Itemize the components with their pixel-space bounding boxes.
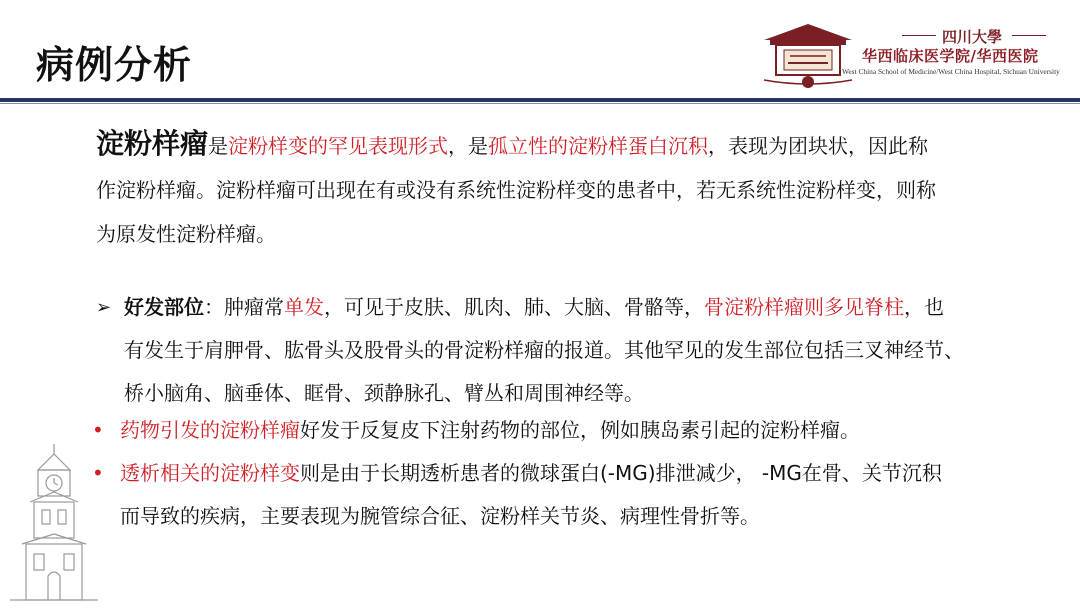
header-rule-thin	[0, 103, 1080, 104]
divider	[1012, 35, 1046, 36]
lead-term: 淀粉样瘤	[96, 127, 209, 160]
bullet-sites	[96, 286, 1056, 415]
university-logo	[760, 18, 856, 90]
arrow-bullet-icon: ➢	[96, 297, 112, 318]
bullet-dialysis	[92, 452, 1052, 538]
highlight: 淀粉样变的罕见表现形式	[228, 134, 449, 158]
page-title: 病例分析	[36, 43, 193, 87]
bullet-label: 好发部位	[124, 295, 204, 319]
text: ，可见于皮肤、肌肉、肺、大脑、骨骼等，	[324, 295, 704, 319]
highlight: 单发	[284, 295, 324, 319]
bullet-dot-icon: •	[92, 461, 104, 485]
clock-tower-illustration	[8, 440, 100, 605]
text: ：肿瘤常	[204, 295, 284, 319]
school-name-cn: 华西临床医学院/华西医院	[862, 47, 1039, 65]
text: 是	[208, 134, 229, 158]
highlight: 骨淀粉样瘤则多见脊柱	[704, 295, 904, 319]
highlight: 透析相关的淀粉样变	[120, 461, 300, 485]
text-line: 为原发性淀粉样瘤。	[96, 222, 276, 246]
bullet-dot-icon: •	[92, 418, 104, 442]
bullet-drug-induced	[92, 409, 1052, 452]
highlight: 药物引发的淀粉样瘤	[120, 418, 300, 442]
text-line: 而导致的疾病，主要表现为腕管综合征、淀粉样关节炎、病理性骨折等。	[120, 504, 760, 528]
intro-paragraph	[96, 122, 1046, 256]
text-line: 作淀粉样瘤。淀粉样瘤可出现在有或没有系统性淀粉样变的患者中，若无系统性淀粉样变，则称	[96, 178, 936, 202]
highlight: 孤立性的淀粉样蛋白沉积	[488, 134, 709, 158]
text: ，也	[904, 295, 944, 319]
text-line: 有发生于肩胛骨、肱骨头及股骨头的骨淀粉样瘤的报道。其他罕见的发生部位包括三叉神经节、	[124, 338, 964, 362]
text: 好发于反复皮下注射药物的部位，例如胰岛素引起的淀粉样瘤。	[300, 418, 860, 442]
text: 则是由于长期透析患者的微球蛋白(-MG)排泄减少， -MG在骨、关节沉积	[300, 461, 942, 485]
divider	[902, 35, 936, 36]
text-line: 桥小脑角、脑垂体、眶骨、颈静脉孔、臂丛和周围神经等。	[124, 381, 644, 405]
university-name: 四川大學	[942, 28, 1003, 46]
text: ，表现为团块状，因此称	[708, 134, 929, 158]
school-name-en: West China School of Medicine/West China Hospital, Sichuan University	[842, 67, 1060, 76]
text: ，是	[448, 134, 489, 158]
header-rule	[0, 98, 1080, 102]
